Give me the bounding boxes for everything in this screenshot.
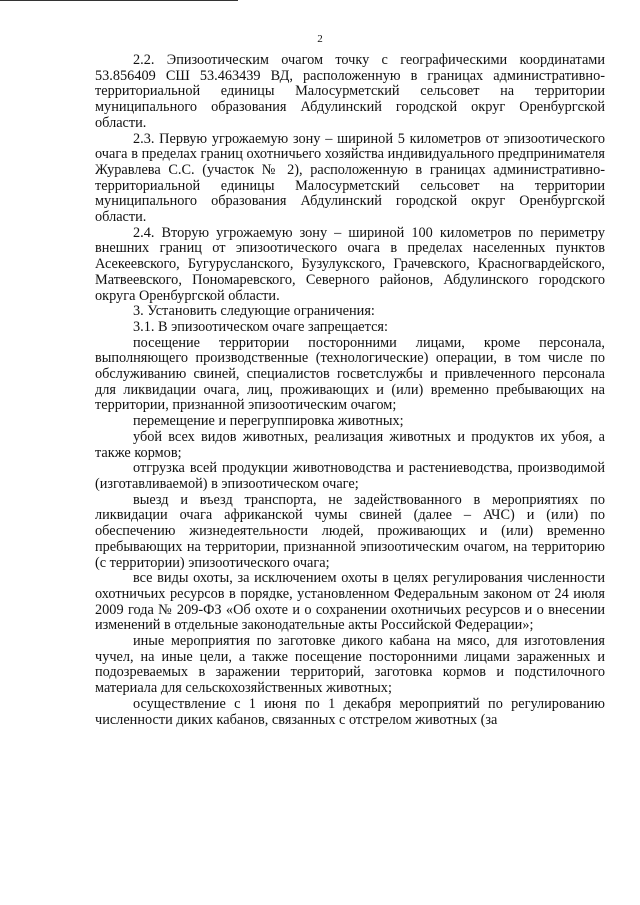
paragraph-3: 3. Установить следующие ограничения: <box>133 303 375 320</box>
paragraph-2-4: 2.4. Вторую угрожаемую зону – шириной 100 километров по периметру внешних границ от эпизоотического очага в пределах населенных пунктов Асекеевского, Бугурусланского, Бузулукского, Грачевского, Красногвардейского, Матвеевского, Пономаревского, Северного районов, Абдулинского городского округа Оренбургской области. <box>95 224 605 304</box>
paragraph-2-3: 2.3. Первую угрожаемую зону – шириной 5 километров от эпизоотического очага в пределах границ охотничьего хозяйства индивидуального предпринимателя Журавлева С.С. (участок № 2), расположенную в границах административно-территориальной единицы Малосурметский сельсовет на территории муниципального образования Абдулинский городской округ Оренбургской области. <box>95 130 605 226</box>
restriction-visits: посещение территории посторонними лицами, кроме персонала, выполняющего производственные (технологические) операции, в том числе по обслуживанию свиней, специалистов госветслужбы и привлеченного персонала для ликвидации очага, лиц, проживающих и (или) временно пребывающих на территории, признанной эпизоотическим очагом; <box>95 334 605 414</box>
restriction-movement: перемещение и перегруппировка животных; <box>133 413 404 430</box>
document-body <box>95 53 605 728</box>
top-rule <box>0 0 238 1</box>
restriction-slaughter: убой всех видов животных, реализация животных и продуктов их убоя, а также кормов; <box>95 428 605 461</box>
paragraph-2-2: 2.2. Эпизоотическим очагом точку с географическими координатами 53.856409 СШ 53.463439 ВД, расположенную в границах административно-территориальной единицы Малосурметский сельсовет на территории муниципального образования Абдулинский городской округ Оренбургской области. <box>95 52 605 131</box>
restriction-shipment: отгрузка всей продукции животноводства и растениеводства, производимой (изготавливаемой) в эпизоотическом очаге; <box>95 460 605 492</box>
restriction-hunting: все виды охоты, за исключением охоты в целях регулирования численности охотничьих ресурсов в порядке, установленном Федеральным законом от 24 июля 2009 года № 209-ФЗ «Об охоте и о сохранении охотничьих ресурсов и о внесении изменений в отдельные законодательные акты Российской Федерации»; <box>95 570 605 634</box>
paragraph-3-1: 3.1. В эпизоотическом очаге запрещается: <box>133 318 388 335</box>
restriction-boar-regulation: осуществление с 1 июня по 1 декабря мероприятий по регулированию численности диких кабанов, связанных с отстрелом животных (за <box>95 695 605 728</box>
page-number: 2 <box>317 33 323 45</box>
restriction-transport: выезд и въезд транспорта, не задействованного в мероприятиях по ликвидации очага африканской чумы свиней (далее – АЧС) и (или) по обеспечению жизнедеятельности людей, проживающих и (или) временно пребывающих на территории, признанной эпизоотическим очагом, на территорию (с территории) эпизоотического очага; <box>95 491 605 571</box>
restriction-boar-harvest: иные мероприятия по заготовке дикого кабана на мясо, для изготовления чучел, на иные цели, а также посещение посторонними лицами зараженных и подозреваемых в заражении территорий, заготовка кормов и подстилочного материала для сельскохозяйственных животных; <box>95 633 605 697</box>
